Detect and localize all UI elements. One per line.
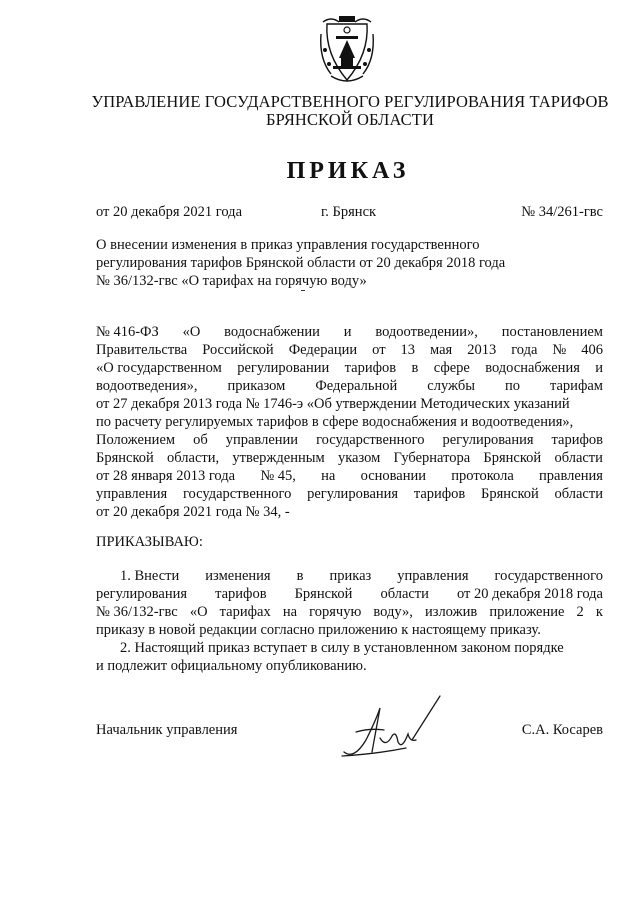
text-word: государственного bbox=[316, 432, 425, 448]
preamble-line bbox=[96, 341, 603, 359]
text-word: Губернатора bbox=[393, 450, 471, 466]
text-word: управлении bbox=[225, 432, 299, 448]
signer-name: С.А. Косарев bbox=[521, 722, 603, 738]
text-word: водоотведения», bbox=[96, 378, 198, 394]
text-word: правления bbox=[539, 468, 603, 484]
text-word: управления bbox=[397, 568, 469, 584]
orders-line bbox=[96, 603, 603, 621]
text-word: тарифов bbox=[551, 432, 603, 448]
text-word: приказу в новой редакции согласно приложению к настоящему приказу. bbox=[96, 622, 541, 638]
text-word: тарифов bbox=[344, 360, 397, 376]
text-word: изложив bbox=[424, 604, 478, 620]
preamble-line bbox=[120, 305, 603, 323]
text-word: об bbox=[193, 432, 208, 448]
text-word: утвержденным bbox=[232, 450, 325, 466]
text-word: Брянской bbox=[483, 450, 542, 466]
text-word: в bbox=[296, 568, 304, 584]
document-title: ПРИКАЗ bbox=[286, 158, 410, 184]
text-word: области bbox=[380, 586, 429, 602]
text-word: регулирования bbox=[96, 586, 188, 602]
text-word: 2 bbox=[576, 604, 584, 620]
text-word: «О государственном bbox=[96, 360, 222, 376]
text-word: постановлением bbox=[501, 324, 603, 340]
text-word: Российской bbox=[202, 342, 274, 358]
text-word: водоснабжения bbox=[485, 360, 580, 376]
text-word: мая bbox=[430, 342, 453, 358]
text-word: и подлежит официальному опубликованию. bbox=[96, 658, 367, 674]
preamble-line bbox=[96, 449, 603, 467]
text-word: 1. Внести bbox=[120, 568, 180, 584]
subject-line: О внесении изменения в приказ управления государственного bbox=[96, 237, 480, 253]
text-word: по bbox=[504, 378, 520, 394]
orders-line bbox=[96, 585, 603, 603]
text-word: на bbox=[321, 468, 336, 484]
text-word: в bbox=[411, 360, 419, 376]
subject-line: № 36/132-гвс «О тарифах на горячую воду» bbox=[96, 273, 367, 289]
text-word: года bbox=[511, 342, 538, 358]
text-word: тарифов bbox=[215, 586, 267, 602]
text-word: регулирования bbox=[307, 486, 399, 502]
text-word: № 45, bbox=[260, 468, 296, 484]
text-word: государственного bbox=[494, 568, 603, 584]
text-word: изменения bbox=[205, 568, 271, 584]
orders-line bbox=[120, 639, 610, 657]
text-word: «О bbox=[189, 604, 208, 620]
text-word: 406 bbox=[581, 342, 603, 358]
text-word: от 20 декабря 2021 года № 34, - bbox=[96, 504, 290, 520]
text-word: управления bbox=[96, 486, 168, 502]
document-date: от 20 декабря 2021 года bbox=[96, 204, 242, 220]
text-word: тарифах bbox=[219, 604, 271, 620]
preamble-line bbox=[96, 413, 603, 431]
text-word: основании bbox=[360, 468, 427, 484]
preamble-line bbox=[96, 503, 603, 521]
text-word: водоотведении», bbox=[375, 324, 478, 340]
text-word: от 27 декабря 2013 года № 1746-э «Об утверждении Методических указаний bbox=[96, 396, 570, 412]
document-city: г. Брянск bbox=[321, 204, 377, 220]
orders-line bbox=[120, 567, 603, 585]
text-word: № bbox=[552, 342, 567, 358]
text-word: указом bbox=[337, 450, 381, 466]
text-word: протокола bbox=[451, 468, 514, 484]
orders-line bbox=[96, 621, 603, 639]
text-word: горячую bbox=[309, 604, 362, 620]
text-word: на bbox=[282, 604, 298, 620]
text-word: приказ bbox=[329, 568, 372, 584]
text-word: области bbox=[554, 486, 603, 502]
text-word: Правительства bbox=[96, 342, 188, 358]
organization-name-line-1: УПРАВЛЕНИЕ ГОСУДАРСТВЕННОГО РЕГУЛИРОВАНИЯ ТАРИФОВ bbox=[91, 92, 609, 111]
text-word: от 20 декабря 2018 года bbox=[456, 586, 603, 602]
text-word: Федеральной bbox=[315, 378, 398, 394]
text-word: Федерации bbox=[288, 342, 358, 358]
text-word: № 36/132-гвс bbox=[96, 604, 178, 620]
text-word: 13 bbox=[400, 342, 416, 358]
order-directive: ПРИКАЗЫВАЮ: bbox=[96, 534, 203, 550]
text-word: Брянской bbox=[481, 486, 539, 502]
text-word: и bbox=[595, 360, 603, 376]
text-word: водоснабжении bbox=[224, 324, 320, 340]
signer-position: Начальник управления bbox=[96, 722, 238, 738]
text-word: 2013 bbox=[467, 342, 497, 358]
text-word: «О bbox=[182, 324, 201, 340]
document-number: № 34/261-гвс bbox=[521, 204, 603, 220]
text-word: приложение bbox=[489, 604, 565, 620]
preamble-line bbox=[96, 395, 603, 413]
preamble-line bbox=[96, 467, 603, 485]
text-word: регулировании bbox=[237, 360, 330, 376]
text-word: воду», bbox=[373, 604, 413, 620]
text-word: по расчету регулируемых тарифов в сфере водоснабжения и водоотведения», bbox=[96, 414, 574, 430]
preamble-line bbox=[96, 359, 603, 377]
text-word: службы bbox=[427, 378, 475, 394]
preamble-line bbox=[96, 377, 603, 395]
text-word: от bbox=[372, 342, 386, 358]
text-word: от 28 января 2013 года bbox=[96, 468, 236, 484]
scan-mark bbox=[301, 290, 305, 291]
text-word: области bbox=[554, 450, 603, 466]
organization-name-line-2: БРЯНСКОЙ ОБЛАСТИ bbox=[266, 110, 434, 129]
text-word: области, bbox=[167, 450, 220, 466]
signature-icon bbox=[336, 690, 446, 770]
text-word: приказом bbox=[227, 378, 286, 394]
text-word: Брянской bbox=[294, 586, 353, 602]
text-word: 2. Настоящий приказ вступает в силу в установленном законом порядке bbox=[120, 640, 564, 656]
subject-line: регулирования тарифов Брянской области от 20 декабря 2018 года bbox=[96, 255, 506, 271]
text-word: Положением bbox=[96, 432, 176, 448]
text-word: сфере bbox=[433, 360, 470, 376]
text-word: государственного bbox=[182, 486, 292, 502]
text-word: регулирования bbox=[442, 432, 534, 448]
preamble-line bbox=[96, 431, 603, 449]
text-word: к bbox=[595, 604, 603, 620]
text-word: и bbox=[343, 324, 352, 340]
coat-of-arms-icon bbox=[317, 14, 377, 88]
preamble-line bbox=[96, 485, 603, 503]
text-word: Брянской bbox=[96, 450, 154, 466]
text-word: № 416-ФЗ bbox=[96, 324, 159, 340]
text-word: тарифам bbox=[549, 378, 603, 394]
orders-line bbox=[96, 657, 603, 675]
preamble-line bbox=[96, 323, 603, 341]
text-word: тарифов bbox=[413, 486, 466, 502]
